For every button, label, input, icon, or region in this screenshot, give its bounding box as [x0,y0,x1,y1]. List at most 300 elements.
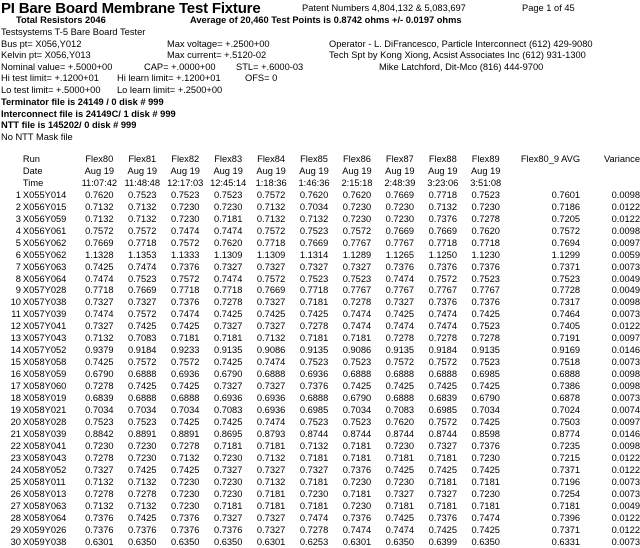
resistance-value: 0.7669 [421,226,464,238]
row-index: 20 [0,417,21,429]
row-position: X057Y052 [21,345,78,357]
resistance-value: 0.7620 [78,190,121,202]
row-index: 19 [0,405,21,417]
resistance-value: 0.7376 [78,525,121,537]
header-cell: Flex87 [378,154,421,166]
resistance-value: 0.7181 [336,453,379,465]
row-variance: 0.0049 [580,501,640,513]
resistance-value: 0.7230 [207,202,250,214]
row-average: 0.7235 [507,441,580,453]
table-row [0,357,640,369]
resistance-value: 0.7327 [78,321,121,333]
resistance-value: 0.7230 [378,441,421,453]
header-row-time [0,178,640,190]
resistance-value: 0.8744 [293,429,336,441]
row-variance: 0.0122 [580,525,640,537]
header-cell: Flex81 [121,154,164,166]
resistance-value: 0.7767 [336,238,379,250]
resistance-value: 0.7278 [164,441,207,453]
resistance-value: 0.7327 [250,321,293,333]
resistance-value: 0.7425 [164,321,207,333]
resistance-value: 0.7523 [293,417,336,429]
row-index: 28 [0,513,21,525]
table-row [0,250,640,262]
resistance-value: 0.7572 [121,226,164,238]
row-position: X058Y013 [21,489,78,501]
table-row [0,369,640,381]
row-index: 16 [0,369,21,381]
row-index: 10 [0,297,21,309]
resistance-value: 0.7718 [121,238,164,250]
resistance-value: 0.8793 [250,429,293,441]
header-avg [507,166,580,178]
row-average: 0.7215 [507,453,580,465]
row-index: 12 [0,321,21,333]
resistance-value: 0.7181 [378,453,421,465]
resistance-value: 0.7132 [78,333,121,345]
header-cell: 11:48:48 [121,178,164,190]
table-row [0,429,640,441]
resistance-value: 0.7376 [336,513,379,525]
resistance-value: 0.7230 [336,202,379,214]
resistance-value: 0.6888 [293,393,336,405]
header-avg: Flex80_9 AVG [507,154,580,166]
terminator-file: Terminator file is 24149 / 0 disk # 999 [1,97,164,108]
resistance-value: 0.7620 [378,417,421,429]
row-index: 4 [0,226,21,238]
row-position: X058Y041 [21,441,78,453]
resistance-value: 0.7572 [164,274,207,286]
table-row [0,477,640,489]
resistance-value: 0.7230 [464,453,507,465]
resistance-value: 0.7083 [121,333,164,345]
resistance-value: 0.9086 [250,345,293,357]
resistance-value: 0.7327 [378,297,421,309]
table-row [0,214,640,226]
resistance-value: 0.7278 [378,333,421,345]
row-index: 24 [0,465,21,477]
row-average: 0.7694 [507,238,580,250]
resistance-value: 0.7376 [164,262,207,274]
resistance-value: 0.7181 [293,501,336,513]
row-average: 0.7371 [507,465,580,477]
row-index: 6 [0,250,21,262]
resistance-value: 1.1309 [250,250,293,262]
resistance-value: 0.7767 [378,285,421,297]
resistance-value: 0.6350 [464,537,507,548]
resistance-value: 0.7278 [207,297,250,309]
table-row [0,345,640,357]
row-position: X058Y011 [21,477,78,489]
table-row [0,321,640,333]
resistance-value: 0.7132 [121,214,164,226]
row-average: 0.7191 [507,333,580,345]
resistance-value: 0.8744 [336,429,379,441]
resistance-value: 0.7181 [293,453,336,465]
resistance-value: 0.7718 [421,190,464,202]
resistance-value: 0.7425 [164,417,207,429]
spacer-cell [0,166,21,178]
resistance-value: 0.7425 [464,381,507,393]
header-cell: 1:46:36 [293,178,336,190]
resistance-value: 0.7327 [250,465,293,477]
resistance-value: 0.9135 [378,345,421,357]
row-position: X056Y063 [21,262,78,274]
row-variance: 0.0097 [580,238,640,250]
row-index: 27 [0,501,21,513]
resistance-value: 0.7718 [78,285,121,297]
header-cell: 2:48:39 [378,178,421,190]
row-average: 0.7186 [507,202,580,214]
resistance-value: 0.7181 [421,477,464,489]
resistance-value: 0.6399 [421,537,464,548]
resistance-value: 0.7132 [78,214,121,226]
resistance-value: 0.7181 [293,297,336,309]
header-cell: Aug 19 [164,166,207,178]
row-variance: 0.0122 [580,214,640,226]
resistance-value: 0.7474 [78,274,121,286]
row-average: 0.7371 [507,525,580,537]
row-average: 0.6878 [507,393,580,405]
resistance-value: 0.7181 [464,477,507,489]
resistance-value: 0.7523 [293,274,336,286]
row-index: 2 [0,202,21,214]
resistance-value: 0.7376 [207,525,250,537]
resistance-value: 0.7181 [293,333,336,345]
resistance-value: 0.7181 [421,501,464,513]
resistance-value: 0.7425 [421,381,464,393]
resistance-value: 0.7376 [464,297,507,309]
resistance-value: 0.7425 [336,381,379,393]
resistance-value: 0.6936 [250,393,293,405]
resistance-value: 0.7474 [378,525,421,537]
resistance-value: 0.7376 [121,525,164,537]
row-index: 13 [0,333,21,345]
row-average: 0.8774 [507,429,580,441]
row-index: 21 [0,429,21,441]
row-average: 0.7181 [507,501,580,513]
row-variance: 0.0073 [580,489,640,501]
resistance-value: 0.7572 [78,226,121,238]
row-position: X058Y064 [21,513,78,525]
resistance-value: 0.7474 [164,309,207,321]
row-variance: 0.0097 [580,417,640,429]
resistance-value: 0.7474 [378,321,421,333]
resistance-value: 0.7767 [464,285,507,297]
resistance-value: 0.6985 [293,405,336,417]
resistance-value: 0.7718 [207,285,250,297]
resistance-value: 0.7327 [207,513,250,525]
row-average: 0.7371 [507,262,580,274]
resistance-value: 0.7230 [78,441,121,453]
row-index: 8 [0,274,21,286]
resistance-value: 0.7572 [421,357,464,369]
header-cell: Flex82 [164,154,207,166]
resistance-value: 0.7767 [378,238,421,250]
table-row [0,297,640,309]
row-position: X055Y014 [21,190,78,202]
resistance-value: 0.7425 [78,262,121,274]
header-row-run [0,154,640,166]
resistance-value: 0.7425 [378,465,421,477]
table-row [0,309,640,321]
row-average: 0.7523 [507,274,580,286]
page-indicator: Page 1 of 45 [522,3,575,14]
resistance-value: 0.7230 [293,489,336,501]
resistance-value: 0.7327 [121,297,164,309]
table-row [0,513,640,525]
resistance-value: 0.7230 [336,214,379,226]
resistance-value: 0.7132 [78,202,121,214]
ofs-value: OFS= 0 [245,73,277,84]
resistance-value: 0.7034 [121,405,164,417]
header-cell: Aug 19 [207,166,250,178]
resistance-value: 1.1328 [78,250,121,262]
resistance-value: 0.6253 [293,537,336,548]
resistance-value: 0.7327 [250,297,293,309]
resistance-value: 0.7278 [464,214,507,226]
row-average: 0.7464 [507,309,580,321]
resistance-value: 0.7425 [121,465,164,477]
row-position: X057Y028 [21,285,78,297]
row-variance: 0.0098 [580,381,640,393]
resistance-value: 0.7132 [250,333,293,345]
resistance-value: 1.1250 [421,250,464,262]
max-current: Max current= +.5120-02 [167,50,266,61]
resistance-value: 0.7230 [378,202,421,214]
resistance-value: 0.7425 [421,525,464,537]
resistance-value: 1.1289 [336,250,379,262]
resistance-value: 0.7327 [207,381,250,393]
kelvin-pt: Kelvin pt= X056,Y013 [1,50,91,61]
resistance-value: 0.7034 [164,405,207,417]
resistance-value: 0.6888 [250,369,293,381]
resistance-value: 0.6839 [78,393,121,405]
resistance-value: 0.7181 [207,441,250,453]
row-average: 0.7205 [507,214,580,226]
resistance-value: 0.7572 [164,238,207,250]
resistance-value: 0.7425 [378,513,421,525]
resistance-value: 0.7474 [336,309,379,321]
resistance-value: 0.7230 [336,501,379,513]
resistance-value: 0.7132 [121,501,164,513]
resistance-value: 0.7669 [78,238,121,250]
row-index: 17 [0,381,21,393]
resistance-value: 1.1230 [464,250,507,262]
resistance-value: 0.7572 [421,274,464,286]
resistance-value: 0.7327 [293,262,336,274]
resistance-value: 0.6790 [78,369,121,381]
table-row [0,285,640,297]
table-row [0,190,640,202]
header-cell: Aug 19 [464,166,507,178]
row-variance: 0.0049 [580,274,640,286]
row-variance: 0.0049 [580,285,640,297]
resistance-value: 0.7376 [293,381,336,393]
resistance-value: 0.7083 [378,405,421,417]
resistance-value: 0.9184 [121,345,164,357]
row-index: 22 [0,441,21,453]
header-cell: Aug 19 [293,166,336,178]
table-row [0,226,640,238]
resistance-value: 0.7230 [378,477,421,489]
lo-learn-limit: Lo learn limit= +.2500+00 [117,85,222,96]
row-variance: 0.0146 [580,429,640,441]
resistance-value: 0.7620 [293,190,336,202]
resistance-value: 0.9184 [421,345,464,357]
resistance-value: 0.7474 [207,274,250,286]
resistance-value: 0.7181 [207,333,250,345]
resistance-value: 0.9379 [78,345,121,357]
row-variance: 0.0098 [580,297,640,309]
row-position: X058Y043 [21,453,78,465]
row-index: 25 [0,477,21,489]
header-variance: Variance [580,154,640,166]
table-row [0,333,640,345]
resistance-value: 0.7230 [164,214,207,226]
resistance-value: 0.7376 [164,525,207,537]
resistance-value: 0.6790 [336,393,379,405]
resistance-value: 0.7376 [336,465,379,477]
resistance-value: 0.6350 [207,537,250,548]
bus-pt: Bus pt= X056,Y012 [1,39,81,50]
resistance-value: 0.6888 [121,393,164,405]
resistance-value: 0.7669 [378,190,421,202]
stl-value: STL= +.6000-03 [236,62,303,73]
resistance-value: 0.7572 [250,274,293,286]
resistance-value: 0.7376 [164,297,207,309]
resistance-value: 0.7132 [293,441,336,453]
resistance-value: 0.7620 [464,226,507,238]
resistance-value: 0.7669 [293,238,336,250]
header-cell: Aug 19 [121,166,164,178]
row-position: X055Y062 [21,250,78,262]
header-cell: Flex86 [336,154,379,166]
header-cell: Aug 19 [250,166,293,178]
total-resistors: Total Resistors 2046 [16,15,106,26]
resistance-value: 0.7718 [250,238,293,250]
resistance-value: 0.7181 [207,501,250,513]
row-index: 14 [0,345,21,357]
header-cell: Aug 19 [78,166,121,178]
resistance-value: 0.7230 [164,501,207,513]
resistance-value: 0.6888 [121,369,164,381]
resistance-value: 0.7474 [293,513,336,525]
resistance-value: 0.9086 [336,345,379,357]
row-index: 3 [0,214,21,226]
resistance-value: 0.7474 [336,525,379,537]
resistance-value: 0.7230 [336,477,379,489]
table-row [0,441,640,453]
resistance-value: 0.7474 [336,321,379,333]
resistance-value: 0.7327 [250,513,293,525]
resistance-value: 0.7425 [464,525,507,537]
header-cell: Aug 19 [421,166,464,178]
tech-support-line: Tech Spt by Kong Xiong, Acsist Associates Inc (612) 931-1300 [329,50,586,61]
resistance-value: 0.7718 [164,285,207,297]
resistance-value: 0.7718 [421,238,464,250]
resistance-value: 0.7278 [421,333,464,345]
lo-test-limit: Lo test limit= +.5000+00 [1,85,101,96]
resistance-value: 0.6936 [207,393,250,405]
resistance-value: 0.7767 [336,285,379,297]
row-position: X056Y059 [21,214,78,226]
table-row [0,381,640,393]
resistance-value: 0.7132 [421,202,464,214]
resistance-value: 0.7425 [421,465,464,477]
resistance-value: 0.7181 [464,501,507,513]
resistance-value: 0.7425 [164,381,207,393]
row-index: 9 [0,285,21,297]
resistance-value: 0.7669 [121,285,164,297]
header-cell: 3:23:06 [421,178,464,190]
row-variance: 0.0098 [580,441,640,453]
row-average: 0.7396 [507,513,580,525]
header-cell: Flex83 [207,154,250,166]
resistance-value: 0.7278 [464,333,507,345]
resistance-value: 0.7132 [250,453,293,465]
row-position: X058Y063 [21,501,78,513]
resistance-value: 0.7523 [121,190,164,202]
resistance-value: 0.7376 [164,513,207,525]
resistance-value: 0.7572 [250,226,293,238]
resistance-value: 0.7572 [378,357,421,369]
table-row [0,465,640,477]
header-variance [580,178,640,190]
row-average: 0.7386 [507,381,580,393]
resistance-value: 0.7132 [293,214,336,226]
resistance-value: 0.7376 [421,297,464,309]
table-row [0,417,640,429]
row-position: X058Y021 [21,405,78,417]
resistance-value: 0.7425 [78,357,121,369]
resistance-value: 0.6888 [164,393,207,405]
resistance-value: 0.7132 [121,477,164,489]
resistance-value: 0.7718 [464,238,507,250]
resistance-value: 0.7425 [121,513,164,525]
resistance-value: 0.6790 [207,369,250,381]
resistance-value: 0.7230 [378,214,421,226]
resistance-value: 0.7132 [164,453,207,465]
header-cell: 1:18:36 [250,178,293,190]
resistance-value: 0.7181 [336,333,379,345]
resistance-value: 0.7425 [121,381,164,393]
resistance-value: 0.7523 [336,274,379,286]
resistance-value: 0.7376 [421,262,464,274]
resistance-value: 0.7278 [121,489,164,501]
row-variance: 0.0122 [580,321,640,333]
row-variance: 0.0122 [580,202,640,214]
resistance-value: 0.7034 [336,405,379,417]
resistance-value: 0.7669 [378,226,421,238]
average-summary: Average of 20,460 Test Points is 0.8742 ohms +/- 0.0197 ohms [190,15,462,26]
resistance-value: 0.7230 [464,489,507,501]
resistance-value: 1.1314 [293,250,336,262]
operator-line: Operator - L. DiFrancesco, Particle Interconnect (612) 429-9080 [329,39,593,50]
row-average: 0.6888 [507,369,580,381]
resistance-value: 0.7230 [164,477,207,489]
resistance-value: 0.6790 [464,393,507,405]
row-position: X057Y043 [21,333,78,345]
resistance-value: 0.7474 [164,226,207,238]
row-variance: 0.0073 [580,262,640,274]
row-index: 26 [0,489,21,501]
row-index: 29 [0,525,21,537]
table-row [0,393,640,405]
table-row [0,537,640,548]
resistance-value: 0.7523 [464,321,507,333]
resistance-value: 0.7523 [336,357,379,369]
